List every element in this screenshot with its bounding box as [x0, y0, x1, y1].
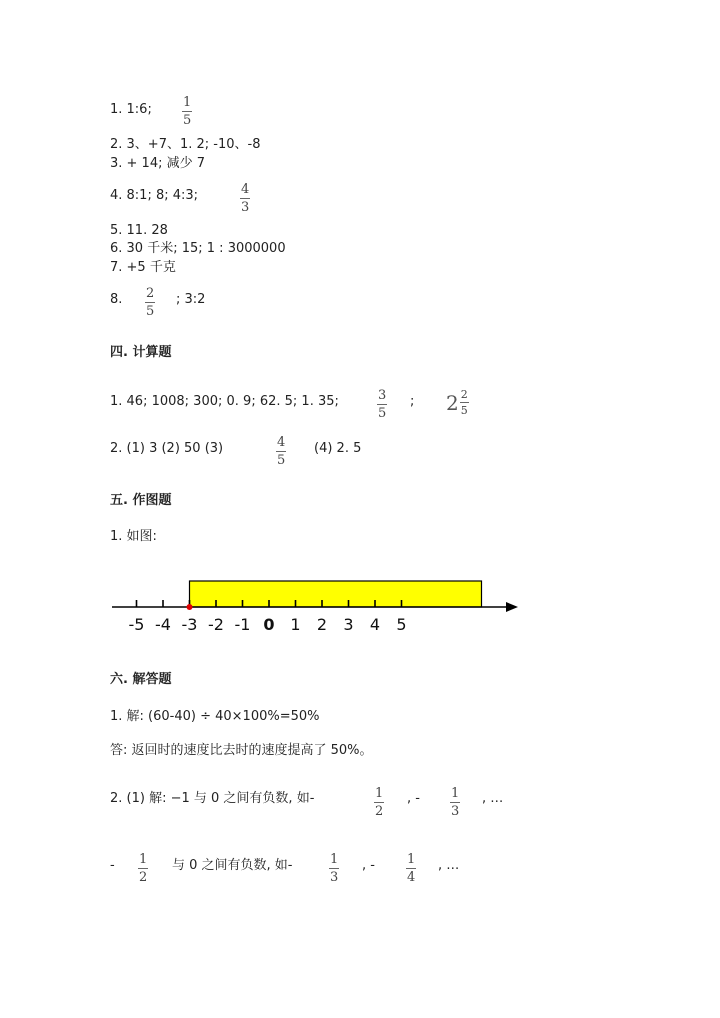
tick-label: 3: [343, 615, 354, 634]
solution-2-ellipsis-1: , …: [482, 791, 504, 806]
solution-2-ellipsis-2: , …: [438, 858, 460, 873]
answer-3-text: 3. + 14; 减少 7: [110, 156, 206, 171]
answer-7-text: 7. +5 千克: [110, 260, 176, 275]
tick-label: 4: [369, 615, 381, 634]
solution-2-separator-1: , -: [407, 791, 420, 806]
drawing-1-text: 1. 如图:: [110, 529, 157, 544]
fraction-denominator: 4: [407, 870, 416, 885]
solution-2-line-2-prefix: -: [110, 858, 115, 873]
tick-label: -3: [181, 615, 198, 634]
tick-label: -4: [155, 615, 171, 634]
fraction-denominator: 5: [378, 406, 387, 421]
start-point: [187, 604, 193, 610]
tick-label: 2: [316, 615, 328, 634]
solution-1-line-1: 1. 解: (60-40) ÷ 40×100%=50%: [110, 709, 320, 724]
fraction-denominator: 5: [460, 404, 468, 417]
fraction-denominator: 5: [183, 113, 192, 128]
fraction-numerator: 2: [460, 388, 468, 401]
fraction-numerator: 2: [146, 286, 155, 301]
answer-5-text: 5. 11. 28: [110, 223, 168, 238]
calc-2-text: 2. (1) 3 (2) 50 (3): [110, 441, 224, 456]
highlight-rect: [190, 581, 482, 607]
answer-8-suffix: ; 3:2: [176, 292, 206, 307]
fraction-denominator: 3: [241, 200, 250, 215]
tick-label: 0: [263, 615, 275, 634]
answer-2-text: 2. 3、+7、1. 2; -10、-8: [110, 137, 261, 152]
solution-2-line-1-prefix: 2. (1) 解: −1 与 0 之间有负数, 如-: [110, 791, 315, 806]
fraction-numerator: 1: [183, 95, 192, 110]
calc-1-mixed-number: [446, 389, 469, 416]
tick-label: -5: [128, 615, 145, 634]
tick-label: 1: [290, 615, 301, 634]
solution-2-fraction-3: [138, 853, 148, 884]
calc-2-fraction: [276, 436, 286, 467]
section-6-heading: 六. 解答题: [110, 672, 172, 687]
fraction-numerator: 1: [330, 852, 339, 867]
calc-1-fraction: [377, 389, 387, 420]
solution-2-line-2-middle: 与 0 之间有负数, 如-: [172, 858, 293, 873]
fraction-numerator: 4: [277, 435, 286, 450]
answer-8-text: 8.: [110, 292, 123, 307]
fraction-numerator: 1: [139, 852, 148, 867]
answer-1-text: 1. 1:6;: [110, 102, 152, 117]
mixed-whole: 2: [446, 390, 459, 415]
fraction-denominator: 3: [451, 804, 460, 819]
labels-group: [129, 615, 407, 634]
answer-6-text: 6. 30 千米; 15; 1 : 3000000: [110, 241, 286, 256]
tick-label: -1: [234, 615, 251, 634]
fraction-denominator: 2: [139, 870, 148, 885]
answer-8-fraction: [145, 287, 155, 318]
tick-label: 5: [396, 615, 407, 634]
calc-1-separator: ;: [410, 394, 415, 409]
fraction-numerator: 1: [451, 786, 460, 801]
section-4-heading: 四. 计算题: [110, 345, 172, 360]
answer-4-fraction: [240, 183, 250, 214]
calc-2-suffix: (4) 2. 5: [314, 441, 362, 456]
solution-2-fraction-5: [406, 853, 416, 884]
solution-1-line-2: 答: 返回时的速度比去时的速度提高了 50%。: [110, 743, 373, 758]
fraction-denominator: 2: [375, 804, 384, 819]
fraction-numerator: 3: [378, 388, 387, 403]
fraction-numerator: 4: [241, 182, 250, 197]
fraction-denominator: 3: [330, 870, 339, 885]
fraction-numerator: 1: [375, 786, 384, 801]
fraction-numerator: 1: [407, 852, 416, 867]
solution-2-fraction-1: [374, 787, 384, 818]
solution-2-fraction-4: [329, 853, 339, 884]
answer-4-text: 4. 8:1; 8; 4:3;: [110, 188, 199, 203]
answer-1-fraction: [182, 96, 192, 127]
fraction-denominator: 5: [146, 304, 155, 319]
fraction-denominator: 5: [277, 453, 286, 468]
mixed-fraction: [460, 389, 469, 416]
arrowhead: [506, 602, 518, 612]
solution-2-fraction-2: [450, 787, 460, 818]
calc-1-text: 1. 46; 1008; 300; 0. 9; 62. 5; 1. 35;: [110, 394, 339, 409]
tick-label: -2: [208, 615, 224, 634]
number-line-figure: [0, 570, 720, 650]
solution-2-separator-2: , -: [362, 858, 375, 873]
section-5-heading: 五. 作图题: [110, 493, 172, 508]
